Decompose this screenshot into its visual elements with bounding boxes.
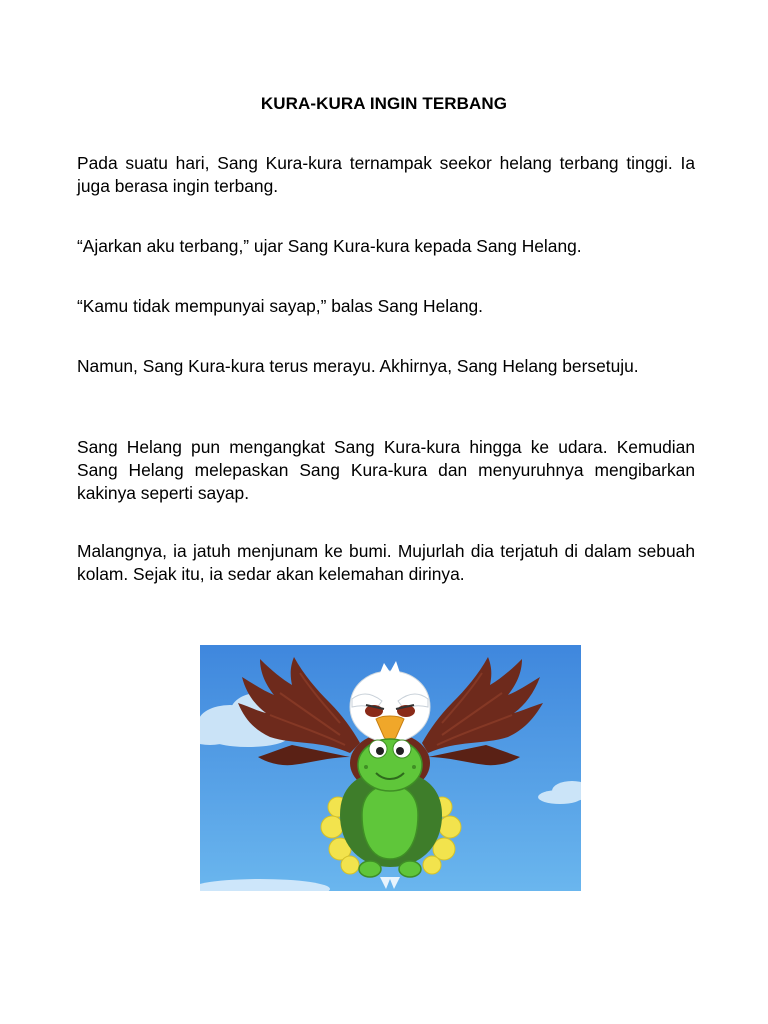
eagle-turtle-illustration bbox=[200, 645, 581, 891]
turtle-head bbox=[358, 739, 422, 791]
paragraph-1: Pada suatu hari, Sang Kura-kura ternampak seekor helang terbang tinggi. Ia juga berasa ingin terbang. bbox=[77, 153, 695, 196]
paragraph-4: Namun, Sang Kura-kura terus merayu. Akhirnya, Sang Helang bersetuju. bbox=[77, 356, 639, 376]
paragraph-5: Sang Helang pun mengangkat Sang Kura-kura hingga ke udara. Kemudian Sang Helang melepaskan Sang Kura-kura dan menyuruhnya mengibarkan kakinya seperti sayap. bbox=[77, 437, 695, 503]
story-title: KURA-KURA INGIN TERBANG bbox=[260, 94, 508, 113]
paragraph-3: “Kamu tidak mempunyai sayap,” balas Sang Helang. bbox=[77, 296, 483, 316]
paragraph-2: “Ajarkan aku terbang,” ujar Sang Kura-kura kepada Sang Helang. bbox=[77, 236, 582, 256]
turtle-belly bbox=[362, 785, 418, 859]
paragraph-6: Malangnya, ia jatuh menjunam ke bumi. Mujurlah dia terjatuh di dalam sebuah kolam. Sejak itu, ia sedar akan kelemahan dirinya. bbox=[77, 541, 695, 584]
